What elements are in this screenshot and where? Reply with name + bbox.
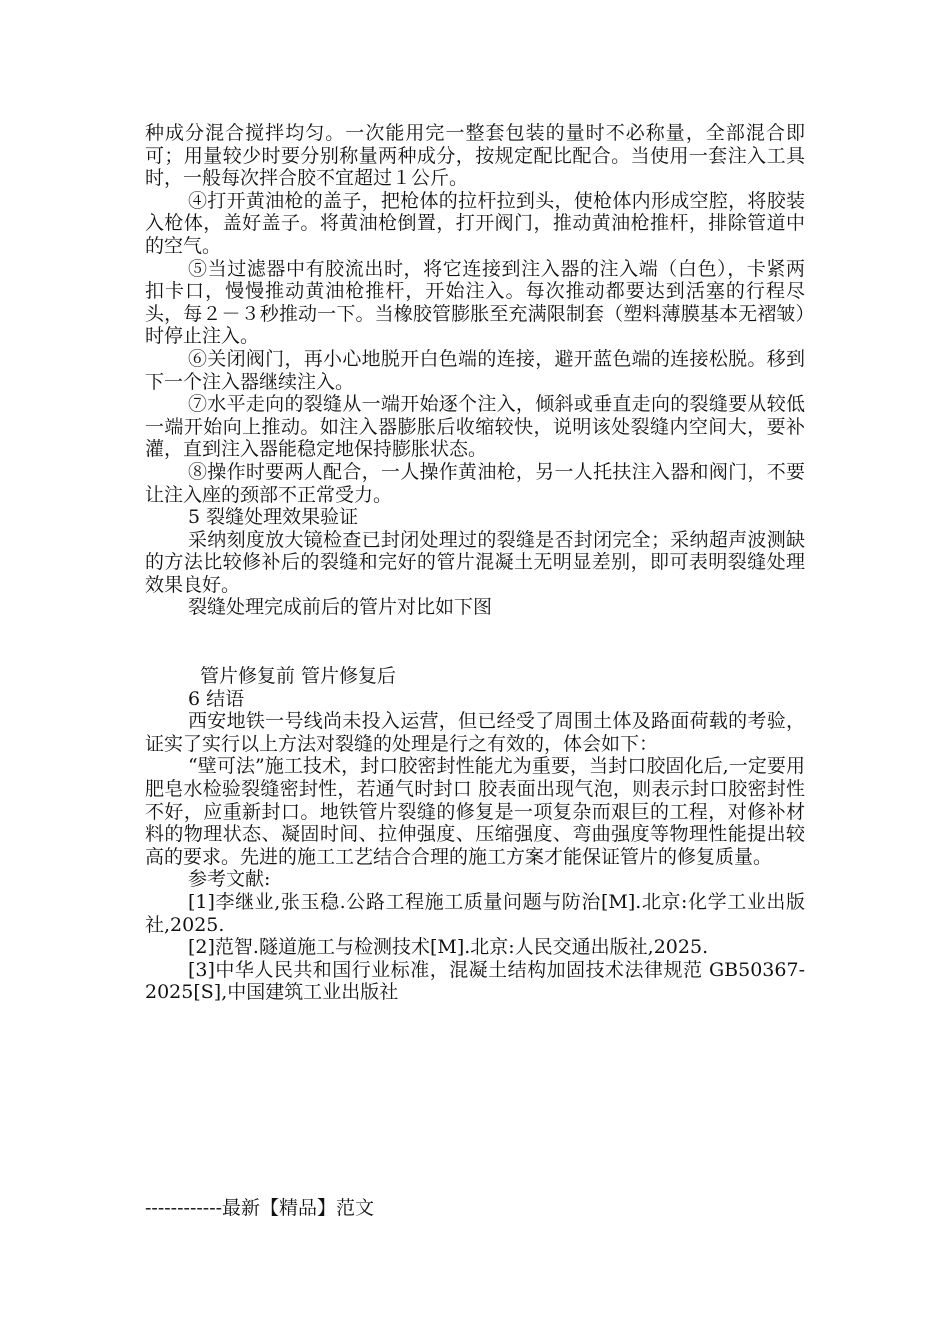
paragraph-conclusion: 西安地铁一号线尚未投入运营，但已经受了周围土体及路面荷载的考验，证实了实行以上方法对裂缝的处理是行之有效的，体会如下：	[145, 710, 805, 755]
section-heading-6: 6 结语	[188, 687, 245, 710]
paragraph-step-5: ⑤当过滤器中有胶流出时，将它连接到注入器的注入端（白色），卡紧两扣卡口，慢慢推动黄油枪推杆，开始注入。每次推动都要达到活塞的行程尽头，每２－３秒推动一下。当橡胶管膨胀至充满限制套（塑料薄膜基本无褶皱）时停止注入。	[145, 257, 805, 348]
figure-placeholder	[145, 619, 805, 665]
paragraph-step-8: ⑧操作时要两人配合，一人操作黄油枪，另一人托扶注入器和阀门，不要让注入座的颈部不正常受力。	[145, 460, 805, 506]
reference-1: [1]李继业,张玉稳.公路工程施工质量问题与防治[M].北京:化学工业出版社,2025.	[145, 891, 805, 936]
footer-banner: ------------最新【精品】范文	[145, 1197, 375, 1219]
document-body	[145, 122, 805, 1004]
figure-caption: 管片修复前 管片修复后	[200, 665, 397, 688]
references-title: 参考文献:	[188, 868, 271, 891]
paragraph-experience: “壁可法”施工技术，封口胶密封性能尤为重要，当封口胶固化后,一定要用肥皂水检验裂缝密封性，若通气时封口 胶表面出现气泡，则表示封口胶密封性不好，应重新封口。地铁管片裂缝的修复是一项复杂而艰巨的工程，对修补材料的物理状态、凝固时间、拉伸强度、压缩强度、弯曲强度等物理性能提出较高的要求。先进的施工工艺结合合理的施工方案才能保证管片的修复质量。	[145, 755, 805, 868]
paragraph-mixing: 种成分混合搅拌均匀。一次能用完一整套包装的量时不必称量，全部混合即可；用量较少时要分别称量两种成分，按规定配比配合。当使用一套注入工具时，一般每次拌合胶不宜超过１公斤。	[145, 122, 805, 190]
paragraph-figure-intro: 裂缝处理完成前后的管片对比如下图	[188, 596, 493, 619]
paragraph-step-4: ④打开黄油枪的盖子，把枪体的拉杆拉到头，使枪体内形成空腔，将胶装入枪体，盖好盖子。将黄油枪倒置，打开阀门，推动黄油枪推杆，排除管道中的空气。	[145, 189, 805, 257]
paragraph-step-6: ⑥关闭阀门，再小心地脱开白色端的连接，避开蓝色端的连接松脱。移到下一个注入器继续注入。	[145, 347, 805, 393]
paragraph-step-7: ⑦水平走向的裂缝从一端开始逐个注入，倾斜或垂直走向的裂缝要从较低一端开始向上推动。如注入器膨胀后收缩较快，说明该处裂缝内空间大，要补灌，直到注入器能稳定地保持膨胀状态。	[145, 393, 805, 461]
reference-2: [2]范智.隧道施工与检测技术[M].北京:人民交通出版社,2025.	[188, 936, 709, 959]
paragraph-verification: 采纳刻度放大镜检查已封闭处理过的裂缝是否封闭完全；采纳超声波测缺的方法比较修补后的裂缝和完好的管片混凝土无明显差别，即可表明裂缝处理效果良好。	[145, 528, 805, 596]
reference-3: [3]中华人民共和国行业标准，混凝土结构加固技术法律规范 GB50367-2025[S],中国建筑工业出版社	[145, 958, 805, 1004]
section-heading-5: 5 裂缝处理效果验证	[188, 506, 359, 529]
